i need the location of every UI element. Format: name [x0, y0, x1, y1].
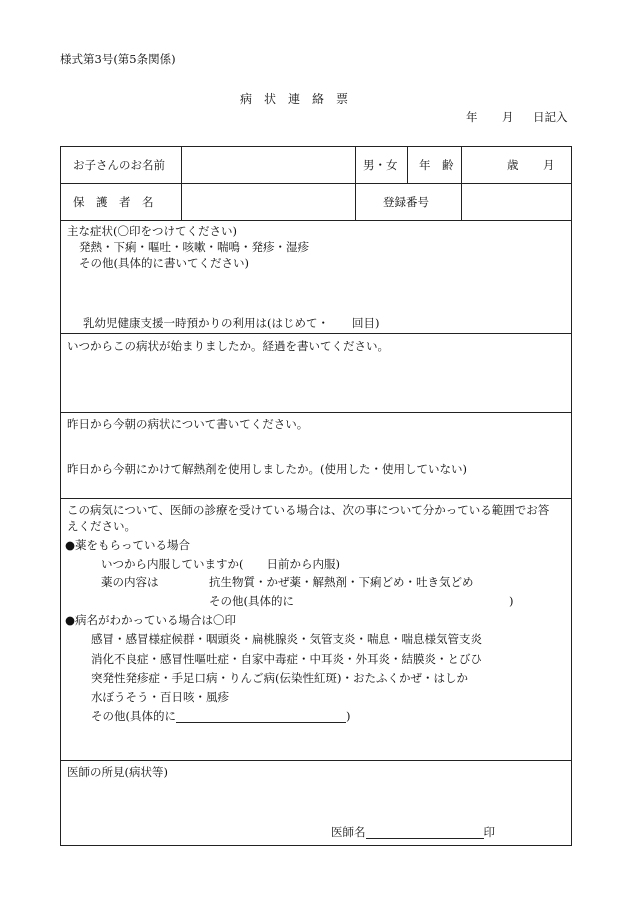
symptoms-list[interactable]: 発熱・下痢・嘔吐・咳嗽・喘鳴・発疹・湿疹 [79, 240, 309, 254]
antipyretic-question[interactable]: 昨日から今朝にかけて解熱剤を使用しましたか。(使用した・使用していない) [67, 462, 467, 476]
doctor-signature-line [331, 825, 495, 839]
doctor-name-field[interactable] [366, 825, 484, 839]
doctor-seal: 印 [483, 825, 495, 839]
col-divider [355, 147, 356, 220]
since-yesterday-question: 昨日から今朝の病状について書いてください。 [67, 417, 309, 431]
registration-field[interactable] [461, 184, 571, 219]
col-divider [407, 147, 408, 183]
date-month-label: 月 [502, 110, 514, 124]
sex-label[interactable]: 男・女 [363, 158, 398, 172]
medicine-since-when[interactable]: いつから内服していますか( 日前から内服) [101, 557, 340, 571]
date-year-label: 年 [466, 110, 478, 124]
section-divider [61, 760, 571, 761]
medicine-other-close: ) [509, 594, 514, 608]
guardian-label: 保 護 者 名 [73, 195, 154, 209]
form-title: 病 状 連 絡 票 [240, 92, 349, 106]
doctor-name-label: 医師名 [331, 825, 366, 839]
diagnosis-other-field[interactable] [176, 709, 346, 723]
diagnosis-other-label: その他(具体的に [91, 709, 176, 723]
diagnosis-line[interactable]: 感冒・感冒様症候群・咽頭炎・扁桃腺炎・気管支炎・喘息・喘息様気管支炎 [91, 632, 482, 646]
section-divider [61, 498, 571, 499]
symptoms-heading: 主な症状(〇印をつけてください) [67, 224, 237, 238]
diagnosis-line[interactable]: 水ぼうそう・百日咳・風疹 [91, 690, 229, 704]
child-name-field[interactable] [181, 148, 354, 182]
report-form [60, 146, 572, 846]
findings-heading: 医師の所見(病状等) [67, 765, 168, 779]
section-divider [61, 333, 571, 334]
diagnosis-heading: ●病名がわかっている場合は〇印 [65, 613, 237, 627]
age-label: 年 齢 [419, 158, 454, 172]
diagnosis-line[interactable]: 突発性発疹症・手足口病・りんご病(伝染性紅斑)・おたふくかぜ・はしか [91, 671, 468, 685]
medicine-other: その他(具体的に [209, 594, 294, 608]
registration-label: 登録番号 [383, 195, 429, 209]
date-day-label: 日記入 [533, 110, 568, 124]
diagnosis-line[interactable]: 消化不良症・感冒性嘔吐症・自家中毒症・中耳炎・外耳炎・結膜炎・とびひ [91, 652, 482, 666]
age-years-unit: 歳 [507, 158, 519, 172]
onset-question: いつからこの病状が始まりましたか。経過を書いてください。 [67, 339, 389, 353]
age-months-unit: 月 [543, 158, 555, 172]
symptoms-other: その他(具体的に書いてください) [79, 256, 249, 270]
usage-count-line[interactable]: 乳幼児健康支援一時預かりの利用は(はじめて・ 回目) [83, 316, 380, 330]
medicine-heading: ●薬をもらっている場合 [65, 538, 191, 552]
form-number: 様式第3号(第5条関係) [60, 52, 176, 66]
guardian-name-field[interactable] [181, 184, 354, 219]
doctor-intro-line-2: えください。 [67, 519, 136, 533]
child-name-label: お子さんのお名前 [73, 158, 165, 172]
doctor-intro-line-1: この病気について、医師の診療を受けている場合は、次の事について分かっている範囲でお答 [67, 503, 550, 517]
diagnosis-other-line [91, 709, 351, 723]
medicine-label: 薬の内容は [101, 575, 159, 589]
medicine-list[interactable]: 抗生物質・かぜ薬・解熱剤・下痢どめ・吐き気どめ [209, 575, 474, 589]
row-divider [61, 220, 571, 221]
section-divider [61, 412, 571, 413]
diagnosis-other-close: ) [346, 709, 351, 723]
